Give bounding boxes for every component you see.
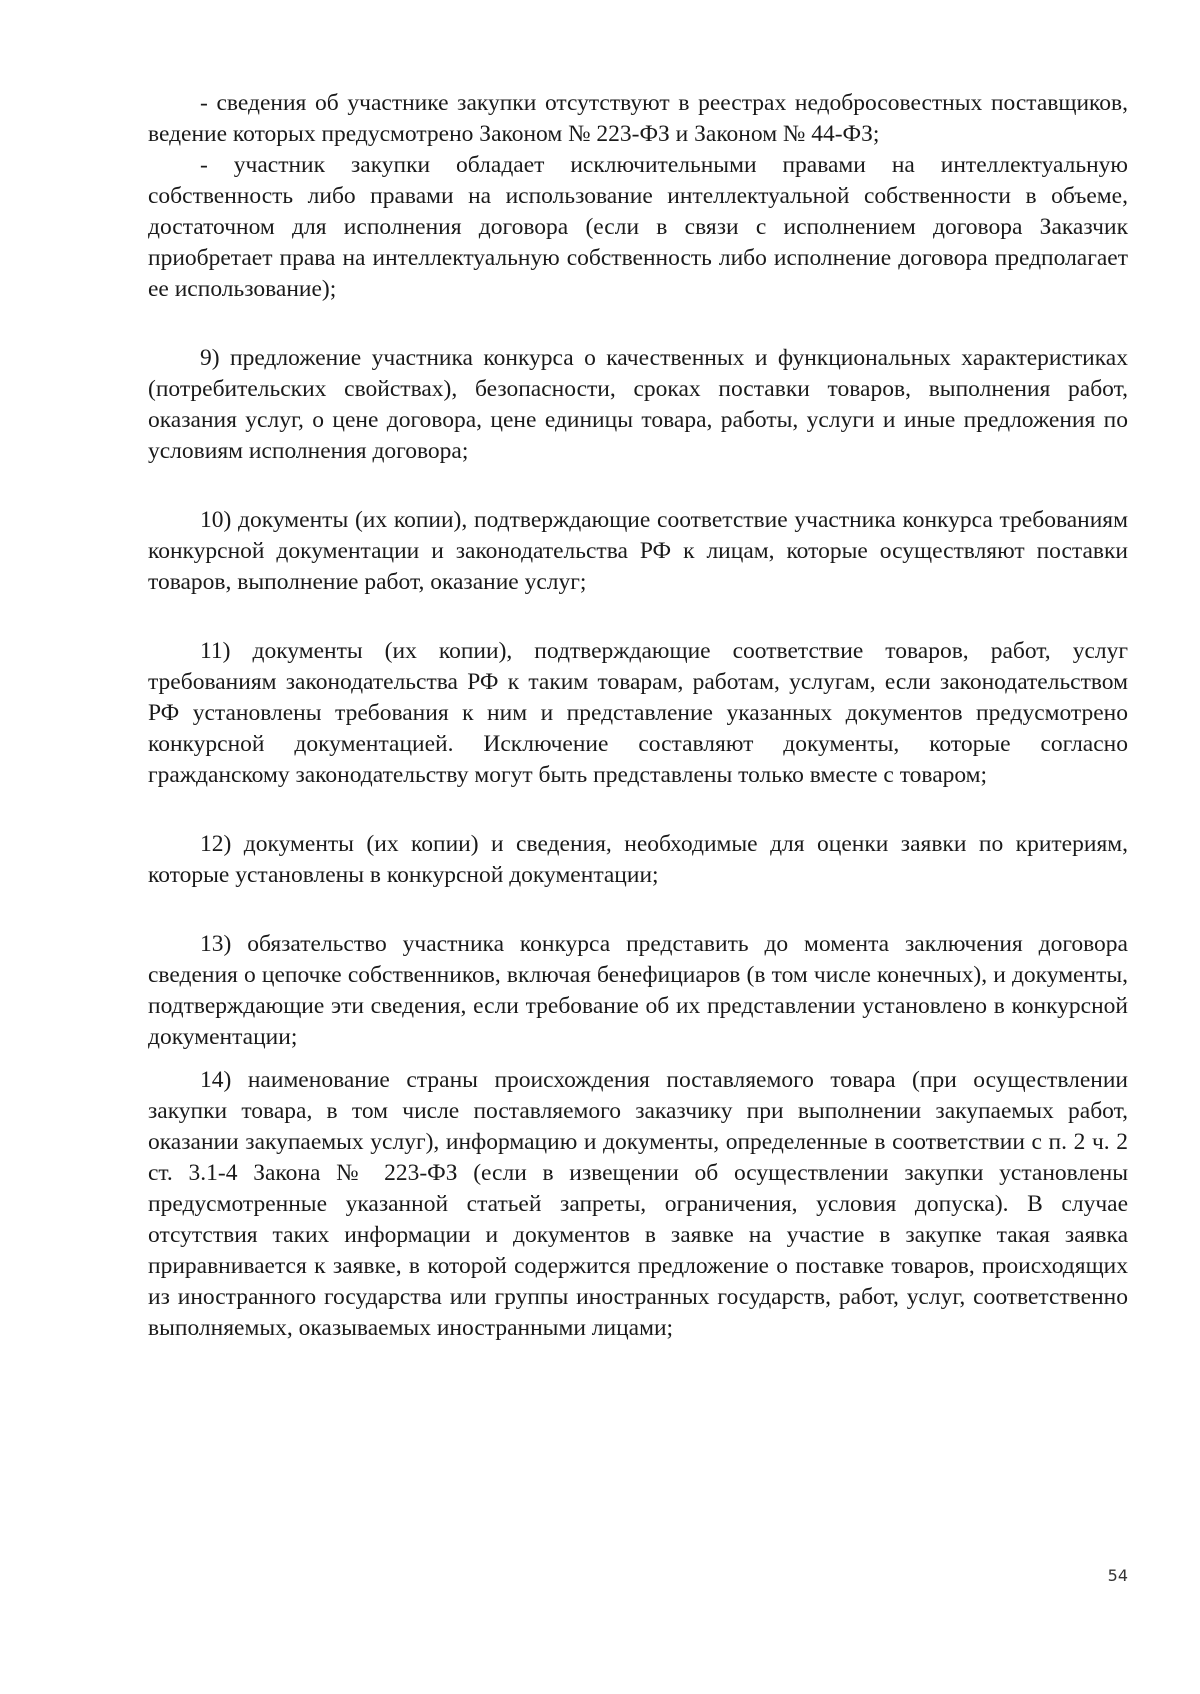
paragraph-registry-info: - сведения об участнике закупки отсутствуют в реестрах недобросовестных поставщиков, ведение которых предусмотрено Законом № 223-ФЗ и Законом № 44-ФЗ;: [148, 90, 1128, 147]
paragraph-item-10: 10) документы (их копии), подтверждающие соответствие участника конкурса требованиям конкурсной документации и законодательства РФ к лицам, которые осуществляют поставки товаров, выполнение работ, оказание услуг;: [148, 507, 1128, 595]
paragraph-intellectual-property: - участник закупки обладает исключительными правами на интеллектуальную собственность либо правами на использование интеллектуальной собственности в объеме, достаточном для исполнения договора (если в связи с исполнением договора Заказчик приобретает права на интеллектуальную собственность либо исполнение договора предполагает ее использование);: [148, 152, 1128, 302]
paragraph-item-11: 11) документы (их копии), подтверждающие соответствие товаров, работ, услуг требованиям законодательства РФ к таким товарам, работам, услугам, если законодательством РФ установлены требования к ним и представление указанных документов предусмотрено конкурсной документацией. Исключение составляют документы, которые согласно гражданскому законодательству могут быть представлены только вместе с товаром;: [148, 638, 1128, 788]
paragraph-item-12: 12) документы (их копии) и сведения, необходимые для оценки заявки по критериям, которые установлены в конкурсной документации;: [148, 831, 1128, 888]
paragraph-item-13: 13) обязательство участника конкурса представить до момента заключения договора сведения о цепочке собственников, включая бенефициаров (в том числе конечных), и документы, подтверждающие эти сведения, если требование об их представлении установлено в конкурсной документации;: [148, 931, 1128, 1050]
paragraph-item-14: 14) наименование страны происхождения поставляемого товара (при осуществлении закупки товара, в том числе поставляемого заказчику при выполнении закупаемых работ, оказании закупаемых услуг), информацию и документы, определенные в соответствии с п. 2 ч. 2 ст. 3.1-4 Закона № 223-ФЗ (если в извещении об осуществлении закупки установлены предусмотренные указанной статьей запреты, ограничения, условия допуска). В случае отсутствия таких информации и документов в заявке на участие в закупке такая заявка приравнивается к заявке, в которой содержится предложение о поставке товаров, происходящих из иностранного государства или группы иностранных государств, работ, услуг, соответственно выполняемых, оказываемых иностранными лицами;: [148, 1067, 1128, 1341]
document-page: [148, 88, 1128, 1344]
page-number: 54: [1107, 1566, 1128, 1585]
paragraph-item-9: 9) предложение участника конкурса о качественных и функциональных характеристиках (потребительских свойствах), безопасности, сроках поставки товаров, выполнения работ, оказания услуг, о цене договора, цене единицы товара, работы, услуги и иные предложения по условиям исполнения договора;: [148, 345, 1128, 464]
